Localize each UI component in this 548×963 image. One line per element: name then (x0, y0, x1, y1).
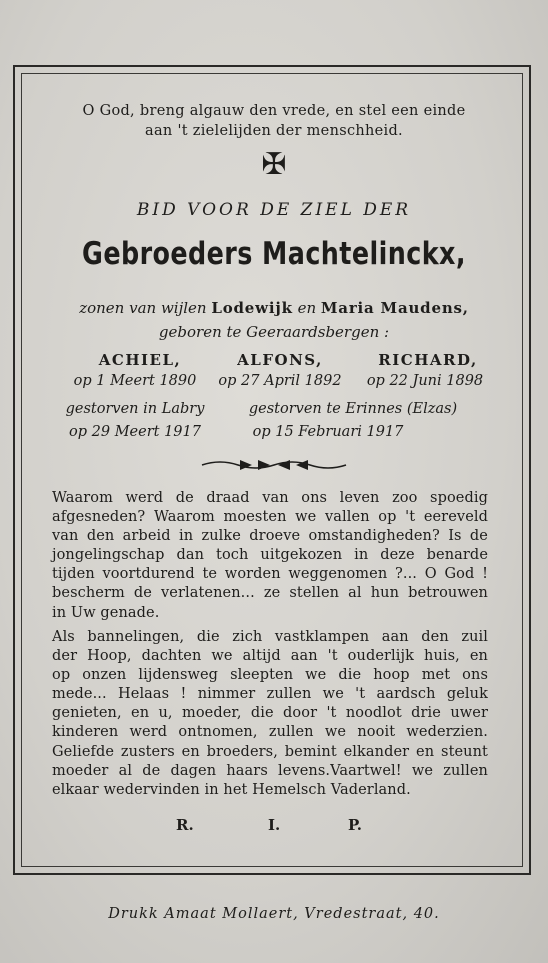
paragraph-line: Waarom werd de draad van ons leven zoo spoedig (52, 490, 488, 506)
paragraph-line: Als bannelingen, die zich vastklampen aan den zuil (52, 629, 488, 645)
death-place-alfons-richard: gestorven te Erinnes (Elzas) (248, 401, 458, 417)
rip-r: R. (176, 816, 194, 834)
rip-p: P. (348, 816, 363, 834)
father-name: Lodewijk (211, 299, 293, 317)
death-place-achiel: gestorven in Labry (65, 401, 205, 417)
paragraph-1 (52, 489, 488, 623)
paragraph-2 (52, 628, 488, 800)
death-date-achiel: op 29 Meert 1917 (69, 424, 201, 440)
paragraph-line: afgesneden? Waarom moesten we vallen op 't eereveld (52, 509, 488, 526)
parents-line (0, 299, 548, 317)
paragraph-line: tijden voortdurend te worden weggenomen ?... O God ! (52, 566, 488, 583)
brother-born-achiel: op 1 Meert 1890 (73, 373, 197, 389)
cross-icon: ✠ (261, 147, 287, 182)
mother-name: Maria Maudens, (320, 299, 469, 317)
card-title: Gebroeders Machtelinckx, (82, 236, 466, 272)
paragraph-line: moeder al de dagen haars levens.Vaartwel! we zullen (52, 762, 488, 779)
paragraph-line: mede... Helaas ! nimmer zullen we 't aardsch geluk (52, 686, 488, 703)
birthplace-line: geboren te Geeraardsbergen : (158, 323, 390, 341)
paragraph-line: Geliefde zusters en broeders, bemint elkander en steunt (52, 743, 488, 760)
brother-born-richard: op 22 Juni 1898 (366, 373, 484, 389)
paragraph-line: genieten, en u, moeder, die door 't noodlot drie uwer (52, 705, 488, 722)
intro-line-1: O God, breng algauw den vrede, en stel een einde (82, 103, 466, 119)
rip-i: I. (268, 816, 281, 834)
sons-and: en (297, 299, 317, 317)
paragraph-line: in Uw genade. (52, 604, 160, 621)
sons-prefix: zonen van wijlen (79, 299, 207, 317)
brother-name-alfons: ALFONS, (237, 351, 323, 369)
brother-name-achiel: ACHIEL, (98, 351, 182, 369)
flourish-icon (200, 456, 348, 474)
prayer-heading: BID VOOR DE ZIEL DER (136, 200, 412, 220)
paragraph-line: kinderen werd ontnomen, zullen we nooit wederzien. (52, 724, 488, 741)
intro-line-2: aan 't zielelijden der menschheid. (145, 123, 403, 139)
paragraph-line: der Hoop, dachten we altijd aan 't ouderlijk huis, en (52, 648, 488, 665)
paragraph-line: op onzen lijdensweg sleepten we die hoop met ons (52, 667, 488, 684)
brother-born-alfons: op 27 April 1892 (218, 373, 342, 389)
paragraph-line: elkaar wedervinden in het Hemelsch Vaderland. (52, 781, 411, 798)
brother-name-richard: RICHARD, (378, 351, 478, 369)
death-date-alfons-richard: op 15 Februari 1917 (252, 424, 404, 440)
paragraph-line: jongelingschap dan toch uitgekozen in deze benarde (52, 547, 488, 564)
ornament-divider (0, 456, 548, 478)
printer-line: Drukk Amaat Mollaert, Vredestraat, 40. (108, 906, 440, 922)
paragraph-line: bescherm de verlatenen... ze stellen al hun betrouwen (52, 585, 488, 602)
paragraph-line: van den arbeid in zulke droeve omstandigheden? Is de (52, 528, 488, 545)
